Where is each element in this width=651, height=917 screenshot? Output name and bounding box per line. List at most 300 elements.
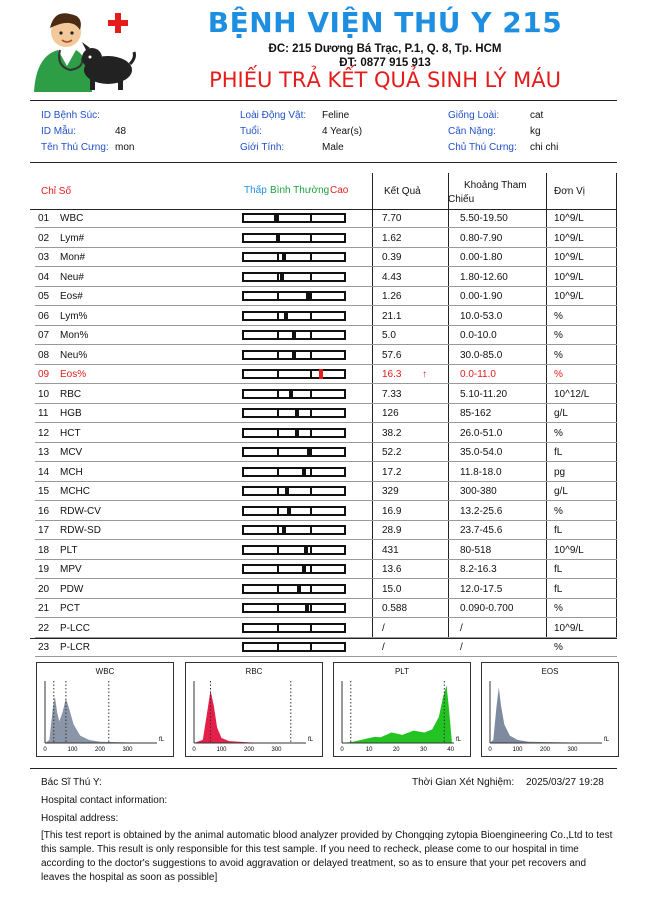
row-result: 0.39 <box>382 252 402 264</box>
row-reference-range: 300-380 <box>460 486 497 498</box>
row-result: 1.62 <box>382 232 402 244</box>
range-bar-marker <box>276 233 280 243</box>
chu-thu-cung-label: Chủ Thú Cưng: <box>448 142 517 153</box>
range-bar <box>242 467 346 477</box>
row-parameter: Neu% <box>60 349 88 361</box>
range-bar-high-tick <box>310 545 312 555</box>
row-number: 12 <box>38 427 50 439</box>
row-number: 04 <box>38 271 50 283</box>
row-number: 22 <box>38 622 50 634</box>
row-unit: 10^9/L <box>554 232 584 244</box>
histogram-plt <box>333 662 471 757</box>
histogram-plot <box>334 663 472 758</box>
row-unit: 10^9/L <box>554 271 584 283</box>
giong-loai-value: cat <box>530 110 544 121</box>
range-bar-marker <box>305 603 309 613</box>
range-bar-low-tick <box>277 506 279 516</box>
histogram-title: WBC <box>95 667 115 676</box>
row-parameter: P-LCC <box>60 622 91 634</box>
tuoi-label: Tuổi: <box>240 126 262 137</box>
row-reference-range: 0.0-11.0 <box>460 369 496 381</box>
row-unit: g/L <box>554 408 568 420</box>
histogram-rbc <box>185 662 323 757</box>
range-bar <box>242 603 346 613</box>
range-bar-high-tick <box>310 467 312 477</box>
row-number: 07 <box>38 330 50 342</box>
range-bar-high-tick <box>310 506 312 516</box>
range-bar <box>242 584 346 594</box>
row-parameter: PCT <box>60 603 80 615</box>
row-reference-range: 5.10-11.20 <box>460 388 508 400</box>
row-result: / <box>382 642 385 654</box>
row-number: 11 <box>38 408 49 420</box>
histogram-unit-label: fL <box>159 737 165 743</box>
row-unit: fL <box>554 564 563 576</box>
row-unit: % <box>554 310 563 322</box>
row-reference-range: 26.0-51.0 <box>460 427 503 439</box>
tuoi-value: 4 Year(s) <box>322 126 363 137</box>
gioi-tinh-label: Giới Tính: <box>240 142 285 153</box>
row-number: 20 <box>38 583 50 595</box>
histogram-curve <box>490 687 600 743</box>
row-number: 09 <box>38 369 50 381</box>
range-bar-marker <box>295 408 299 418</box>
row-number: 06 <box>38 310 50 322</box>
range-bar-low-tick <box>277 291 279 301</box>
col-binh-thuong: Bình Thường <box>270 185 330 196</box>
col-khoang-tham-chieu-1: Khoảng Tham <box>464 180 527 191</box>
hospital-name: BỆNH VIỆN THÚ Y 215 <box>207 6 563 39</box>
col-ket-qua: Kết Quả <box>384 186 421 197</box>
histogram-tick-label: 0 <box>43 747 47 753</box>
row-unit: fL <box>554 583 563 595</box>
range-bar <box>242 486 346 496</box>
giong-loai-label: Giống Loài: <box>448 110 500 121</box>
loai-dong-vat-value: Feline <box>322 110 350 121</box>
range-bar <box>242 525 346 535</box>
row-unit: 10^9/L <box>554 622 584 634</box>
range-bar-marker <box>285 486 289 496</box>
histogram-tick-label: 0 <box>340 747 344 753</box>
row-result: 28.9 <box>382 525 402 537</box>
col-chi-so: Chỉ Số <box>41 186 72 197</box>
row-result: 21.1 <box>382 310 402 322</box>
can-nang-value: kg <box>530 126 541 137</box>
row-parameter: Lym# <box>60 232 85 244</box>
histogram-tick-label: 100 <box>512 747 523 753</box>
row-result: 16.9 <box>382 505 402 517</box>
row-unit: 10^9/L <box>554 291 584 303</box>
row-number: 05 <box>38 291 50 303</box>
range-bar-marker <box>306 291 310 301</box>
row-flag-arrow: ↑ <box>422 369 427 381</box>
range-bar-marker <box>274 213 278 223</box>
id-mau-value: 48 <box>115 126 127 137</box>
range-bar <box>242 252 346 262</box>
row-unit: 10^9/L <box>554 252 584 264</box>
row-result: 126 <box>382 408 399 420</box>
histogram-tick-label: 10 <box>365 747 373 753</box>
row-reference-range: / <box>460 642 463 654</box>
histogram-wbc <box>36 662 174 757</box>
row-parameter: RDW-SD <box>60 525 101 537</box>
row-reference-range: 13.2-25.6 <box>460 505 503 517</box>
row-parameter: Eos# <box>60 291 83 303</box>
row-reference-range: 80-518 <box>460 544 492 556</box>
row-reference-range: / <box>460 622 463 634</box>
table-row <box>30 443 617 462</box>
row-result: / <box>382 622 385 634</box>
range-bar <box>242 428 346 438</box>
range-bar-low-tick <box>277 545 279 555</box>
row-parameter: MCV <box>60 447 83 459</box>
table-row <box>30 326 617 345</box>
table-row <box>30 385 617 404</box>
range-bar <box>242 642 346 652</box>
row-parameter: MCH <box>60 466 83 478</box>
row-result: 431 <box>382 544 399 556</box>
range-bar-low-tick <box>277 584 279 594</box>
row-result: 7.33 <box>382 388 402 400</box>
range-bar-low-tick <box>277 252 279 262</box>
row-reference-range: 23.7-45.6 <box>460 525 503 537</box>
histogram-eos <box>481 662 619 757</box>
range-bar <box>242 213 346 223</box>
row-unit: 10^12/L <box>554 388 590 400</box>
address-label: Hospital address: <box>41 813 119 824</box>
row-number: 16 <box>38 505 50 517</box>
row-unit: % <box>554 505 563 517</box>
disclaimer: [This test report is obtained by the animal automatic blood analyzer provided by Chongqing zytopia Bioengineering Co.,Ltd to test this sample. This result is only responsible for this test sample. If you need to recheck, please come to our hospital in time according to the doctor's suggestions to avoid aggravation or delayed treatment, so as to ensure that your pet recovers and leaves the hospital as soon as possible] <box>41 830 613 883</box>
range-bar-low-tick <box>277 447 279 457</box>
range-bar-low-tick <box>277 330 279 340</box>
row-number: 13 <box>38 447 50 459</box>
range-bar-low-tick <box>277 525 279 535</box>
col-thap: Thấp <box>244 185 267 196</box>
row-reference-range: 30.0-85.0 <box>460 349 503 361</box>
row-parameter: MPV <box>60 564 82 576</box>
range-bar-high-tick <box>310 428 312 438</box>
table-row <box>30 404 617 423</box>
row-parameter: Lym% <box>60 310 88 322</box>
histogram-tick-label: 200 <box>539 747 551 753</box>
row-unit: % <box>554 369 563 381</box>
range-bar <box>242 350 346 360</box>
row-number: 03 <box>38 252 50 264</box>
histogram-tick-label: 0 <box>192 747 196 753</box>
col-khoang-tham-chieu-2: Chiếu <box>448 194 475 205</box>
vet-doctor-dog-logo-icon <box>30 6 138 92</box>
report-title: PHIẾU TRẢ KẾT QUẢ SINH LÝ MÁU <box>209 68 561 92</box>
row-unit: % <box>554 427 563 439</box>
can-nang-label: Cân Nặng: <box>448 126 496 137</box>
range-bar-high-tick <box>310 272 312 282</box>
histogram-title: RBC <box>245 667 263 676</box>
row-parameter: Neu# <box>60 271 84 283</box>
row-parameter: Mon% <box>60 330 89 342</box>
row-result: 17.2 <box>382 466 402 478</box>
histogram-tick-label: 300 <box>567 747 578 753</box>
row-reference-range: 1.80-12.60 <box>460 271 508 283</box>
histogram-tick-label: 0 <box>488 747 492 753</box>
row-result: 4.43 <box>382 271 402 283</box>
range-bar-low-tick <box>277 428 279 438</box>
row-reference-range: 8.2-16.3 <box>460 564 497 576</box>
histogram-curve <box>342 685 452 743</box>
range-bar-marker <box>280 272 284 282</box>
row-result: 16.3 <box>382 369 402 381</box>
row-number: 17 <box>38 525 50 537</box>
table-row <box>30 580 617 599</box>
row-unit: 10^9/L <box>554 544 584 556</box>
table-row <box>30 463 617 482</box>
table-row <box>30 541 617 560</box>
table-row <box>30 619 617 638</box>
range-bar-high-tick <box>310 311 312 321</box>
row-reference-range: 35.0-54.0 <box>460 447 503 459</box>
row-parameter: P-LCR <box>60 642 91 654</box>
histogram-tick-label: 100 <box>67 747 78 753</box>
table-row <box>30 599 617 618</box>
row-divider <box>35 656 617 657</box>
ten-thu-cung-label: Tên Thú Cưng: <box>41 142 109 153</box>
row-reference-range: 0.00-1.80 <box>460 252 503 264</box>
col-don-vi: Đơn Vị <box>554 186 586 197</box>
row-parameter: Mon# <box>60 252 86 264</box>
row-number: 14 <box>38 466 50 478</box>
range-bar-marker <box>292 350 296 360</box>
row-result: 329 <box>382 486 399 498</box>
range-bar-low-tick <box>277 389 279 399</box>
row-number: 21 <box>38 603 50 615</box>
histogram-plot <box>37 663 175 758</box>
histogram-unit-label: fL <box>604 737 610 743</box>
thoi-gian-label: Thời Gian Xét Nghiệm: <box>412 777 515 788</box>
row-parameter: HGB <box>60 408 82 420</box>
table-row <box>30 365 617 384</box>
table-row <box>30 209 617 228</box>
row-number: 08 <box>38 349 50 361</box>
range-bar-marker <box>282 525 286 535</box>
range-bar-high-tick <box>310 408 312 418</box>
histogram-plot <box>186 663 324 758</box>
range-bar-low-tick <box>277 642 279 652</box>
bac-si-label: Bác Sĩ Thú Y: <box>41 777 102 788</box>
row-result: 7.70 <box>382 213 402 224</box>
histogram-tick-label: 40 <box>447 747 454 753</box>
row-number: 15 <box>38 486 50 498</box>
range-bar <box>242 564 346 574</box>
row-result: 15.0 <box>382 583 402 595</box>
row-reference-range: 10.0-53.0 <box>460 310 503 322</box>
range-bar <box>242 506 346 516</box>
range-bar <box>242 545 346 555</box>
row-result: 5.0 <box>382 330 396 342</box>
row-reference-range: 11.8-18.0 <box>460 466 502 478</box>
range-bar-low-tick <box>277 272 279 282</box>
row-unit: 10^9/L <box>554 213 584 224</box>
chu-thu-cung-value: chi chi <box>530 142 559 153</box>
range-bar-low-tick <box>277 603 279 613</box>
histogram-tick-label: 200 <box>94 747 106 753</box>
row-result: 52.2 <box>382 447 402 459</box>
contact-label: Hospital contact information: <box>41 795 168 806</box>
histogram-tick-label: 200 <box>243 747 255 753</box>
range-bar-high-tick <box>310 233 312 243</box>
table-row <box>30 346 617 365</box>
histogram-title: PLT <box>394 667 410 676</box>
row-unit: % <box>554 330 563 342</box>
range-bar-marker <box>302 564 306 574</box>
range-bar-high-tick <box>310 642 312 652</box>
info-divider <box>30 162 617 163</box>
row-result: 0.588 <box>382 603 408 615</box>
row-parameter: RDW-CV <box>60 505 101 517</box>
header-divider <box>30 100 617 101</box>
table-row <box>30 560 617 579</box>
range-bar-low-tick <box>277 350 279 360</box>
range-bar-marker <box>304 545 308 555</box>
row-number: 23 <box>38 642 50 654</box>
row-number: 19 <box>38 564 50 576</box>
range-bar-marker <box>282 252 286 262</box>
range-bar-marker <box>292 330 296 340</box>
col-cao: Cao <box>330 185 349 196</box>
row-reference-range: 12.0-17.5 <box>460 583 503 595</box>
row-parameter: HCT <box>60 427 81 439</box>
histogram-tick-label: 300 <box>271 747 282 753</box>
range-bar-high-tick <box>310 213 312 223</box>
table-row <box>30 638 617 657</box>
range-bar-low-tick <box>277 623 279 633</box>
hospital-address: ĐC: 215 Dương Bá Trạc, P.1, Q. 8, Tp. HCM <box>268 43 502 55</box>
row-reference-range: 85-162 <box>460 408 492 420</box>
row-number: 10 <box>38 388 50 400</box>
range-bar-high-tick <box>310 350 312 360</box>
results-table-header <box>30 173 617 209</box>
range-bar-marker <box>297 584 301 594</box>
range-bar-marker <box>307 447 311 457</box>
id-benh-suc-label: ID Bệnh Súc: <box>41 110 100 121</box>
histogram-divider <box>30 768 617 769</box>
row-unit: % <box>554 349 563 361</box>
row-parameter: PLT <box>60 544 78 556</box>
histogram-unit-label: fL <box>456 737 462 743</box>
range-bar <box>242 311 346 321</box>
row-result: 38.2 <box>382 427 402 439</box>
table-row <box>30 229 617 248</box>
table-row <box>30 248 617 267</box>
range-bar-marker <box>302 467 306 477</box>
histogram-tick-label: 300 <box>122 747 133 753</box>
ten-thu-cung-value: mon <box>115 142 135 153</box>
row-result: 13.6 <box>382 564 402 576</box>
range-bar-marker <box>295 428 299 438</box>
table-row <box>30 502 617 521</box>
range-bar-high-tick <box>310 486 312 496</box>
row-result: 1.26 <box>382 291 402 303</box>
row-number: 02 <box>38 232 50 244</box>
row-reference-range: 0.090-0.700 <box>460 603 514 615</box>
histogram-unit-label: fL <box>308 737 314 743</box>
table-bottom-divider <box>30 638 617 639</box>
range-bar-high-tick <box>310 584 312 594</box>
table-row <box>30 287 617 306</box>
range-bar-marker <box>287 506 291 516</box>
range-bar-high-tick <box>310 369 312 379</box>
histogram-tick-label: 20 <box>392 747 400 753</box>
row-unit: % <box>554 603 563 615</box>
histogram-tick-label: 30 <box>420 747 427 753</box>
range-bar <box>242 623 346 633</box>
row-unit: fL <box>554 447 563 459</box>
range-bar-low-tick <box>277 486 279 496</box>
range-bar <box>242 389 346 399</box>
row-number: 01 <box>38 213 50 224</box>
range-bar-high-tick <box>310 291 312 301</box>
row-result: 57.6 <box>382 349 402 361</box>
range-bar-high-tick <box>310 252 312 262</box>
range-bar-high-tick <box>310 564 312 574</box>
row-unit: % <box>554 642 563 654</box>
row-unit: g/L <box>554 486 568 498</box>
id-mau-label: ID Mẫu: <box>41 126 77 137</box>
range-bar <box>242 408 346 418</box>
range-bar-high-tick <box>310 330 312 340</box>
loai-dong-vat-label: Loài Động Vật: <box>240 110 307 121</box>
row-unit: fL <box>554 525 563 537</box>
range-bar-marker <box>284 311 288 321</box>
row-parameter: RBC <box>60 388 82 400</box>
range-bar-high-tick <box>310 525 312 535</box>
table-row <box>30 482 617 501</box>
row-reference-range: 5.50-19.50 <box>460 213 508 224</box>
row-number: 18 <box>38 544 50 556</box>
table-row <box>30 521 617 540</box>
row-unit: pg <box>554 466 566 478</box>
row-parameter: PDW <box>60 583 84 595</box>
range-bar-high-tick <box>310 603 312 613</box>
row-reference-range: 0.00-1.90 <box>460 291 503 303</box>
range-bar <box>242 447 346 457</box>
hospital-phone: ĐT: 0877 915 913 <box>339 57 431 69</box>
row-parameter: WBC <box>60 213 84 224</box>
histogram-tick-label: 100 <box>216 747 227 753</box>
range-bar-high-tick <box>310 389 312 399</box>
range-bar <box>242 272 346 282</box>
histogram-title: EOS <box>541 667 559 676</box>
range-bar-low-tick <box>277 408 279 418</box>
thoi-gian-value: 2025/03/27 19:28 <box>526 777 604 788</box>
row-parameter: MCHC <box>60 486 90 498</box>
range-bar <box>242 233 346 243</box>
range-bar-low-tick <box>277 467 279 477</box>
histogram-curve <box>45 697 155 744</box>
range-bar-low-tick <box>277 369 279 379</box>
range-bar <box>242 330 346 340</box>
table-row <box>30 268 617 287</box>
row-reference-range: 0.0-10.0 <box>460 330 497 342</box>
range-bar-marker <box>319 369 323 379</box>
range-bar-low-tick <box>277 311 279 321</box>
histogram-plot <box>482 663 620 758</box>
range-bar-low-tick <box>277 564 279 574</box>
range-bar-marker <box>289 389 293 399</box>
table-row <box>30 307 617 326</box>
row-parameter: Eos% <box>60 369 87 381</box>
gioi-tinh-value: Male <box>322 142 344 153</box>
table-row <box>30 424 617 443</box>
